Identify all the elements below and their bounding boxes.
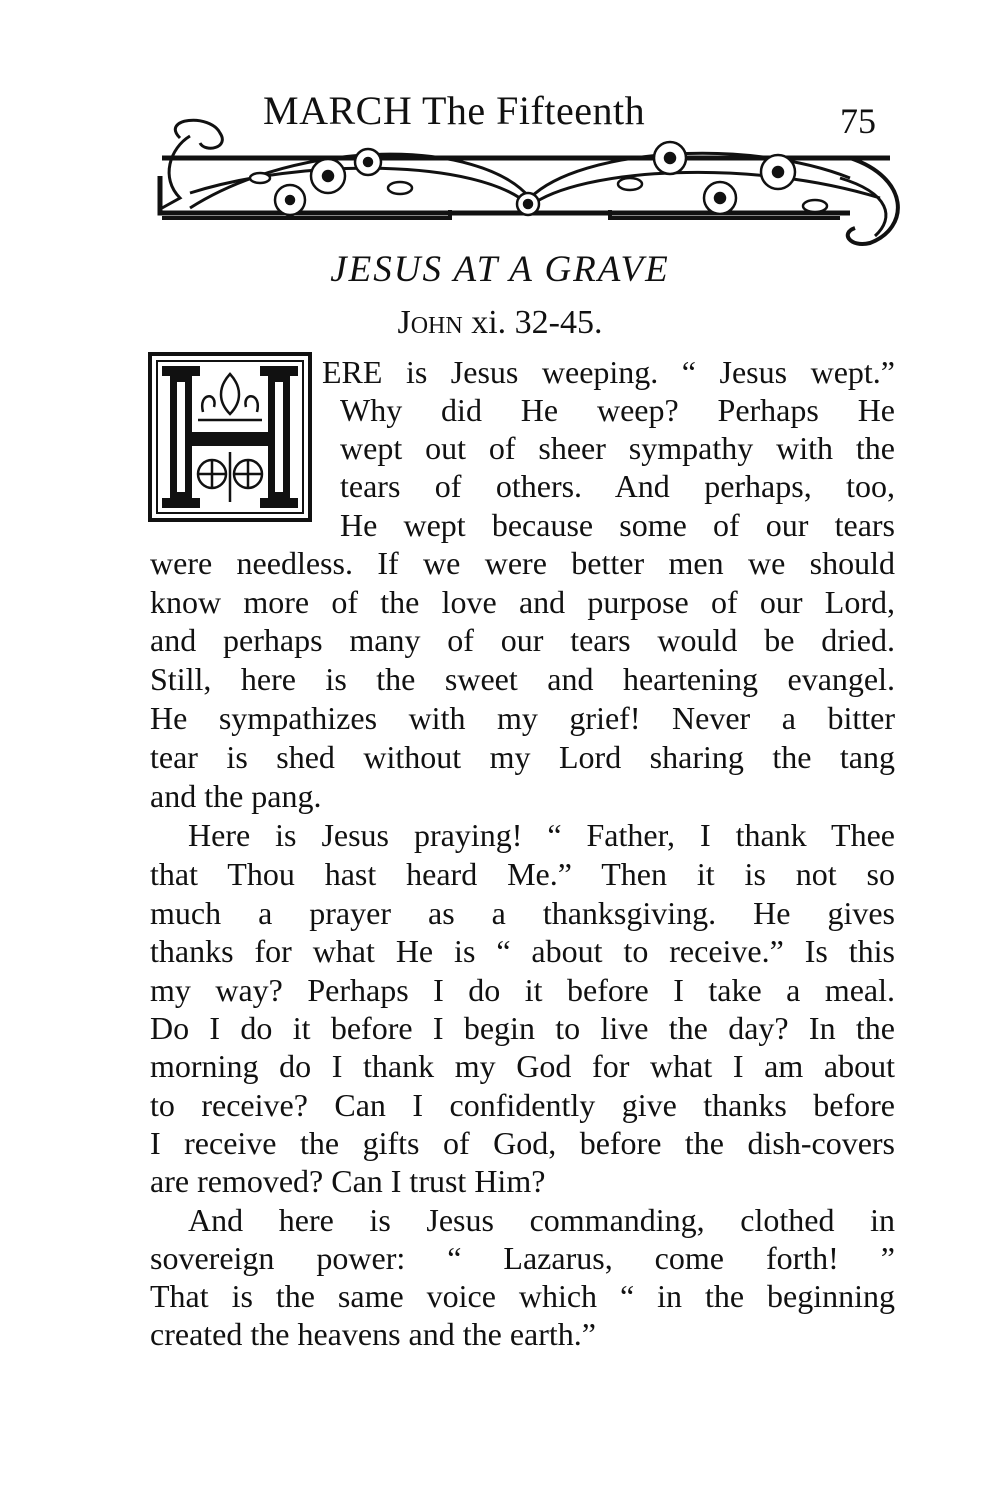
text-line: know more of the love and purpose of our Lord,: [150, 584, 895, 620]
text-line: Still, here is the sweet and heartening evangel.: [150, 661, 895, 697]
text-line: to receive? Can I confidently give thanks before: [150, 1087, 895, 1123]
floral-header-ornament: [150, 118, 902, 254]
text-line: Here is Jesus praying! “ Father, I thank Thee: [188, 817, 895, 853]
text-line: are removed? Can I trust Him?: [150, 1163, 546, 1199]
text-line: created the heavens and the earth.”: [150, 1316, 596, 1352]
text-line: my way? Perhaps I do it before I take a meal.: [150, 972, 895, 1008]
text-line: I receive the gifts of God, before the dish-covers: [150, 1125, 895, 1161]
text-line: were needless. If we were better men we should: [150, 545, 895, 581]
text-line: He sympathizes with my grief! Never a bitter: [150, 700, 895, 736]
text-line: And here is Jesus commanding, clothed in: [188, 1202, 895, 1238]
drop-cap-letter: [148, 352, 312, 522]
text-line: morning do I thank my God for what I am about: [150, 1048, 895, 1084]
page-number: 75: [840, 101, 876, 141]
text-line: wept out of sheer sympathy with the: [340, 430, 895, 466]
text-line: Do I do it before I begin to live the day? In the: [150, 1010, 895, 1046]
text-line: thanks for what He is “ about to receive.” Is this: [150, 933, 895, 969]
text-line: ERE is Jesus weeping. “ Jesus wept.”: [322, 354, 895, 390]
text-line: tear is shed without my Lord sharing the tang: [150, 739, 895, 775]
text-line: That is the same voice which “ in the beginning: [150, 1278, 895, 1314]
text-line: much a prayer as a thanksgiving. He gives: [150, 895, 895, 931]
text-line: that Thou hast heard Me.” Then it is not so: [150, 856, 895, 892]
text-line: tears of others. And perhaps, too,: [340, 468, 895, 504]
text-line: and the pang.: [150, 778, 322, 814]
reference-verses: xi. 32-45.: [462, 304, 603, 341]
text-line: He wept because some of our tears: [340, 507, 895, 543]
header-title: MARCH The Fifteenth: [263, 88, 646, 133]
chapter-title: JESUS AT A GRAVE: [330, 249, 670, 290]
text-line: Why did He weep? Perhaps He: [340, 392, 895, 428]
text-line: sovereign power: “ Lazarus, come forth! ”: [150, 1240, 895, 1276]
reference-book: John: [397, 304, 463, 341]
scripture-reference: [0, 302, 1000, 344]
text-line: and perhaps many of our tears would be dried.: [150, 622, 895, 658]
